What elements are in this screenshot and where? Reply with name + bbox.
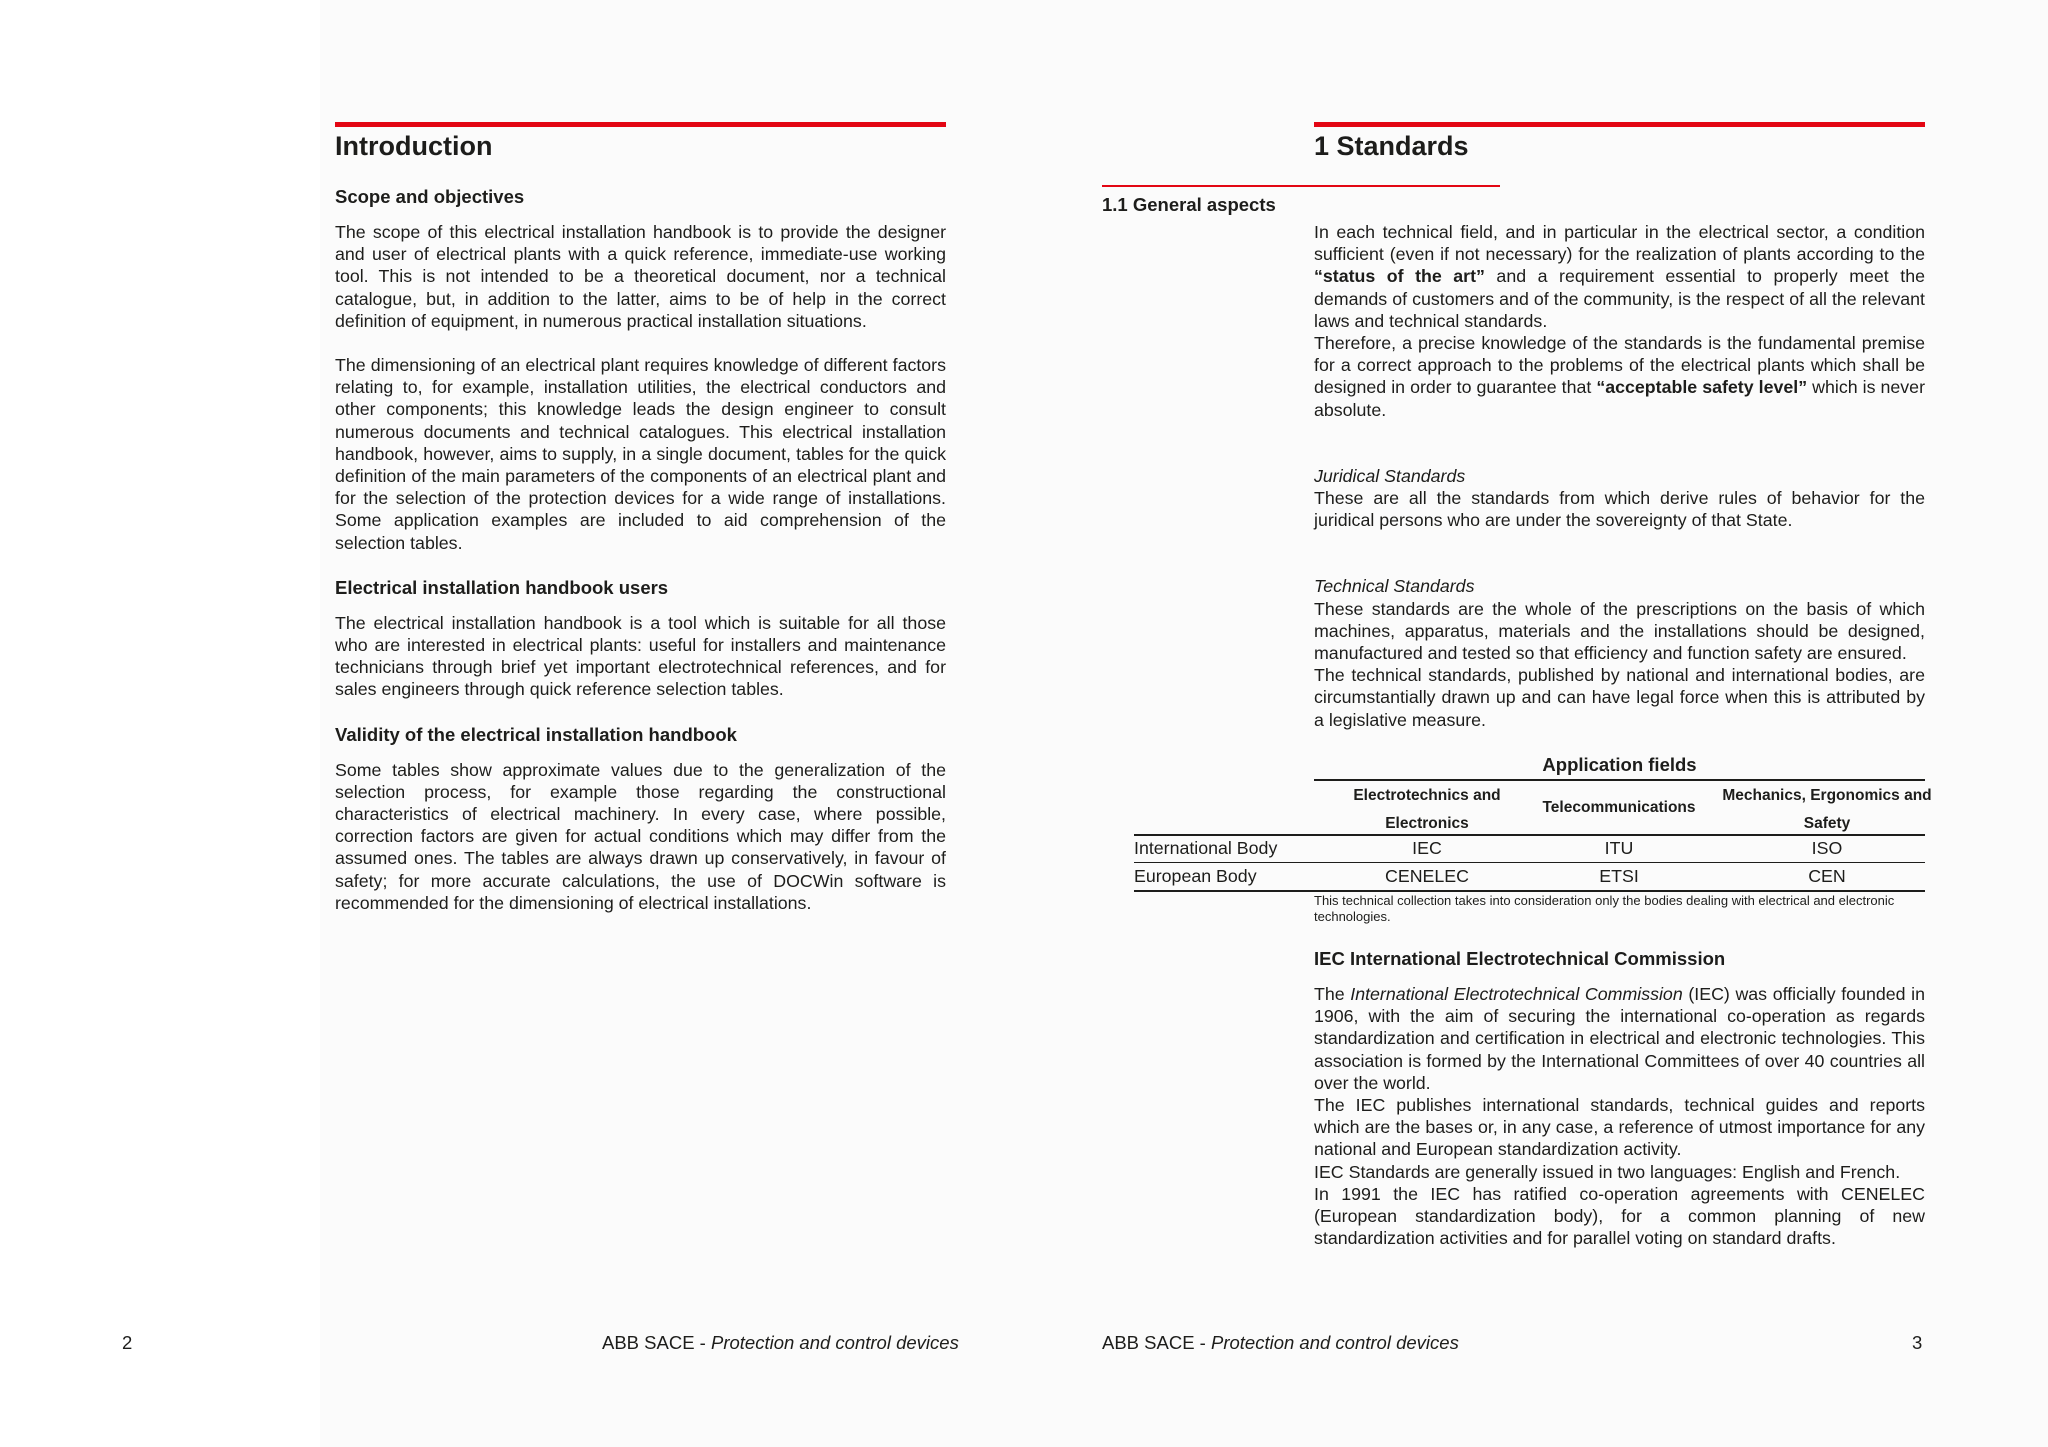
section-heading-scope: Scope and objectives	[335, 186, 525, 207]
subsection-rule	[1102, 185, 1500, 187]
technical-text-2: The technical standards, published by national and international bodies, are circumstantially drawn up and can have legal force when this is attributed by a legislative measure.	[1314, 665, 1925, 730]
title-rule-right	[1314, 122, 1925, 127]
title-rule-left	[335, 122, 946, 127]
paragraph-general-1	[1314, 221, 1925, 332]
table-top-rule	[1314, 779, 1925, 781]
general-2-c: which is never absolute.	[1314, 377, 1925, 420]
table-row-1-cell2: ITU	[1604, 838, 1634, 858]
paragraph-general-2	[1314, 332, 1925, 421]
iec-paragraph-2: The IEC publishes international standards, technical guides and reports which are the bases or, in any case, a reference of utmost importance for any national and European standardization activity.	[1314, 1095, 1925, 1160]
page-title-standards: 1 Standards	[1314, 131, 1469, 161]
footer-right	[1102, 1331, 1459, 1355]
paragraph-validity: Some tables show approximate values due to the generalization of the selection process, for example those regarding the constructional characteristics of electrical machinery. In every case, where possible, correction factors are given for actual conditions which may differ from the assumed ones. The tables are always drawn up conservatively, in favour of safety; for more accurate calculations, the use of DOCWin software is recommended for the dimensioning of electrical installations.	[335, 759, 946, 913]
subsection-heading: 1.1 General aspects	[1102, 194, 1276, 215]
footer-title-right: Protection and control devices	[1210, 1332, 1459, 1353]
general-2-b: “acceptable safety level”	[1596, 377, 1808, 398]
table-row-2-cell1: CENELEC	[1385, 866, 1469, 886]
page-number-left: 2	[122, 1332, 133, 1353]
juridical-heading-text: Juridical Standards	[1314, 465, 1466, 486]
paragraph-scope-1: The scope of this electrical installation handbook is to provide the designer and user of electrical plants with a quick reference, immediate-use working tool. This is not intended to be a theoretical document, nor a technical catalogue, but, in addition to the latter, aims to be of help in the correct definition of equipment, in numerous practical installation situations.	[335, 222, 946, 331]
table-header-col2: Telecommunications	[1542, 799, 1696, 816]
footer-brand-right: ABB SACE -	[1102, 1332, 1211, 1353]
general-1-c: and a requirement essential to properly meet the demands of customers and of the community, is the respect of all the relevant laws and technical standards.	[1314, 266, 1925, 331]
table-row-rule	[1134, 862, 1925, 863]
section-heading-validity: Validity of the electrical installation handbook	[335, 723, 737, 745]
section-heading-users: Electrical installation handbook users	[335, 576, 669, 598]
iec-heading: IEC International Electrotechnical Commission	[1314, 948, 1726, 969]
iec-p1-b: International Electrotechnical Commission	[1350, 984, 1683, 1004]
table-header-col1: Electrotechnics and Electronics	[1353, 787, 1501, 832]
right-body-top	[1314, 221, 1925, 731]
table-row-2-label: European Body	[1134, 866, 1257, 886]
table-row-1-cell3: ISO	[1811, 838, 1843, 858]
general-1-b: “status of the art”	[1314, 266, 1485, 287]
page-number-right: 3	[1912, 1332, 1923, 1353]
page-title-introduction: Introduction	[335, 131, 493, 161]
technical-text-1: These standards are the whole of the prescriptions on the basis of which machines, apparatus, materials and the installations should be designed, manufactured and tested so that efficiency and function safety are ensured.	[1314, 598, 1925, 664]
table-row-2-cell2: ETSI	[1599, 866, 1639, 886]
table-note: This technical collection takes into consideration only the bodies dealing with electrical and electronic technologies.	[1314, 893, 1895, 924]
table-row-2-cell3: CEN	[1808, 866, 1846, 886]
footer-brand-left: ABB SACE -	[602, 1332, 711, 1353]
table-header-col3: Mechanics, Ergonomics and Safety	[1722, 787, 1932, 832]
left-body	[335, 185, 946, 914]
technical-heading-text: Technical Standards	[1314, 576, 1475, 597]
iec-paragraph-4: In 1991 the IEC has ratified co-operation agreements with CENELEC (European standardization body), for a common planning of new standardization activities and for parallel voting on standard drafts.	[1314, 1183, 1925, 1249]
technical-heading	[1314, 575, 1925, 597]
table-row-1-cell1: IEC	[1412, 838, 1442, 858]
right-body-iec	[1314, 947, 1925, 1249]
general-2-a: Therefore, a precise knowledge of the standards is the fundamental premise for a correct approach to the problems of the electrical plants which shall be designed in order to guarantee that	[1314, 333, 1925, 398]
general-1-a: In each technical field, and in particular in the electrical sector, a condition sufficient (even if not necessary) for the realization of plants according to the	[1314, 222, 1925, 265]
paragraph-users: The electrical installation handbook is a tool which is suitable for all those who are interested in electrical plants: useful for installers and maintenance technicians through brief yet important electrotechnical references, and for sales engineers through quick reference selection tables.	[335, 612, 946, 700]
paragraph-scope-2: The dimensioning of an electrical plant requires knowledge of different factors relating to, for example, installation utilities, the electrical conductors and other components; this knowledge leads the design engineer to consult numerous documents and technical catalogues. This electrical installation handbook, however, aims to supply, in a single document, tables for the quick definition of the main parameters of the components of an electrical plant and for the selection of the protection devices for a wide range of installations. Some application examples are included to aid comprehension of the selection tables.	[335, 355, 946, 553]
iec-paragraph-1	[1314, 983, 1925, 1094]
juridical-heading	[1314, 465, 1925, 487]
iec-paragraph-3: IEC Standards are generally issued in two languages: English and French.	[1314, 1161, 1901, 1182]
table-row-1-label: International Body	[1134, 838, 1278, 858]
footer-left	[602, 1331, 959, 1355]
iec-p1-c: (IEC) was officially founded in 1906, with the aim of securing the international co-operation as regards standardization and certification in electrical and electronic technologies. This association is formed by the International Committees of over 40 countries all over the world.	[1314, 984, 1925, 1093]
juridical-text: These are all the standards from which derive rules of behavior for the juridical persons who are under the sovereignty of that State.	[1314, 488, 1925, 531]
iec-p1-a: The	[1314, 984, 1351, 1004]
table-bottom-rule	[1134, 890, 1925, 892]
footer-title-left: Protection and control devices	[710, 1332, 959, 1353]
table-caption: Application fields	[1542, 754, 1697, 775]
